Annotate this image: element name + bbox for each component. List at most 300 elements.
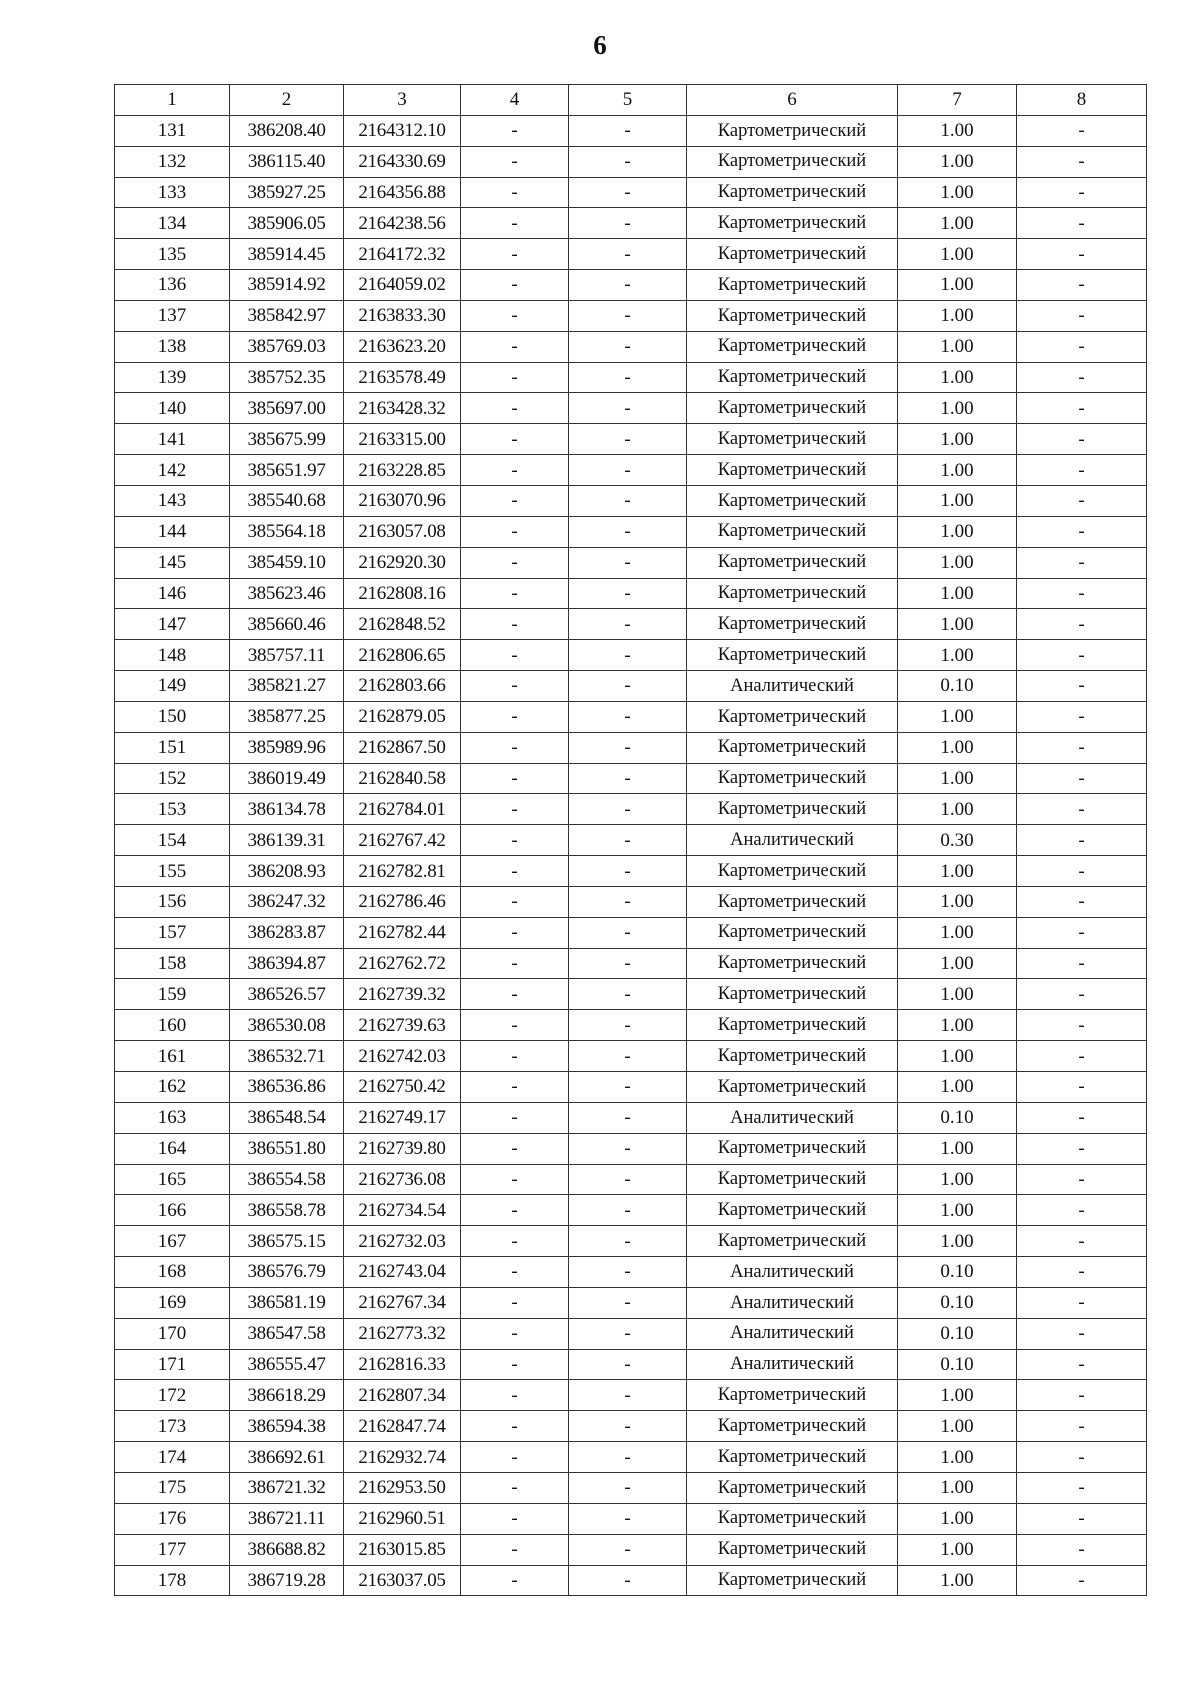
col8-cell: - [1017,177,1147,208]
method-cell: Аналитический [687,1257,898,1288]
x-coordinate-cell: 386581.19 [230,1287,344,1318]
point-number-cell: 159 [115,979,230,1010]
accuracy-cell: 1.00 [898,1442,1017,1473]
col8-cell: - [1017,1102,1147,1133]
accuracy-cell: 1.00 [898,886,1017,917]
method-cell: Картометрический [687,485,898,516]
column-header: 5 [569,85,687,116]
x-coordinate-cell: 385757.11 [230,640,344,671]
table-row [115,917,1147,948]
method-cell: Картометрический [687,115,898,146]
method-cell: Картометрический [687,1503,898,1534]
accuracy-cell: 1.00 [898,1072,1017,1103]
table-row [115,300,1147,331]
col4-cell: - [461,763,569,794]
col5-cell: - [569,115,687,146]
x-coordinate-cell: 385651.97 [230,455,344,486]
col4-cell: - [461,1226,569,1257]
x-coordinate-cell: 385660.46 [230,609,344,640]
x-coordinate-cell: 385675.99 [230,424,344,455]
method-cell: Картометрический [687,794,898,825]
x-coordinate-cell: 386208.93 [230,856,344,887]
col5-cell: - [569,640,687,671]
y-coordinate-cell: 2162840.58 [344,763,461,794]
y-coordinate-cell: 2163228.85 [344,455,461,486]
table-row [115,1164,1147,1195]
x-coordinate-cell: 386283.87 [230,917,344,948]
x-coordinate-cell: 386554.58 [230,1164,344,1195]
point-number-cell: 165 [115,1164,230,1195]
column-header: 7 [898,85,1017,116]
col5-cell: - [569,1226,687,1257]
method-cell: Картометрический [687,886,898,917]
y-coordinate-cell: 2164312.10 [344,115,461,146]
col4-cell: - [461,948,569,979]
point-number-cell: 160 [115,1010,230,1041]
method-cell: Картометрический [687,948,898,979]
accuracy-cell: 0.10 [898,1287,1017,1318]
table-row [115,1349,1147,1380]
y-coordinate-cell: 2162782.81 [344,856,461,887]
accuracy-cell: 0.10 [898,1349,1017,1380]
method-cell: Картометрический [687,1565,898,1596]
method-cell: Картометрический [687,979,898,1010]
y-coordinate-cell: 2164330.69 [344,146,461,177]
col5-cell: - [569,979,687,1010]
col8-cell: - [1017,1287,1147,1318]
col4-cell: - [461,1041,569,1072]
table-row [115,1257,1147,1288]
column-header: 2 [230,85,344,116]
accuracy-cell: 1.00 [898,393,1017,424]
table-row [115,115,1147,146]
col5-cell: - [569,1411,687,1442]
x-coordinate-cell: 386719.28 [230,1565,344,1596]
col4-cell: - [461,1133,569,1164]
accuracy-cell: 1.00 [898,1195,1017,1226]
col4-cell: - [461,1164,569,1195]
point-number-cell: 139 [115,362,230,393]
point-number-cell: 145 [115,547,230,578]
x-coordinate-cell: 385697.00 [230,393,344,424]
method-cell: Картометрический [687,146,898,177]
point-number-cell: 156 [115,886,230,917]
x-coordinate-cell: 385906.05 [230,208,344,239]
y-coordinate-cell: 2162773.32 [344,1318,461,1349]
method-cell: Картометрический [687,177,898,208]
point-number-cell: 148 [115,640,230,671]
col4-cell: - [461,1534,569,1565]
accuracy-cell: 1.00 [898,640,1017,671]
x-coordinate-cell: 385877.25 [230,701,344,732]
col4-cell: - [461,732,569,763]
col4-cell: - [461,300,569,331]
x-coordinate-cell: 385842.97 [230,300,344,331]
y-coordinate-cell: 2162932.74 [344,1442,461,1473]
col4-cell: - [461,671,569,702]
point-number-cell: 155 [115,856,230,887]
method-cell: Картометрический [687,516,898,547]
accuracy-cell: 1.00 [898,732,1017,763]
method-cell: Картометрический [687,640,898,671]
x-coordinate-cell: 385623.46 [230,578,344,609]
table-row [115,701,1147,732]
table-row [115,948,1147,979]
table-row [115,1380,1147,1411]
col8-cell: - [1017,1257,1147,1288]
x-coordinate-cell: 386721.11 [230,1503,344,1534]
y-coordinate-cell: 2163015.85 [344,1534,461,1565]
col5-cell: - [569,1349,687,1380]
method-cell: Картометрический [687,270,898,301]
col8-cell: - [1017,1195,1147,1226]
col8-cell: - [1017,1318,1147,1349]
col5-cell: - [569,547,687,578]
accuracy-cell: 1.00 [898,1503,1017,1534]
point-number-cell: 135 [115,239,230,270]
point-number-cell: 175 [115,1472,230,1503]
accuracy-cell: 1.00 [898,1565,1017,1596]
x-coordinate-cell: 385914.45 [230,239,344,270]
col4-cell: - [461,146,569,177]
y-coordinate-cell: 2163833.30 [344,300,461,331]
table-row [115,239,1147,270]
method-cell: Аналитический [687,1318,898,1349]
coordinates-table [114,84,1147,1596]
point-number-cell: 134 [115,208,230,239]
table-row [115,146,1147,177]
x-coordinate-cell: 385914.92 [230,270,344,301]
col5-cell: - [569,331,687,362]
y-coordinate-cell: 2162784.01 [344,794,461,825]
col5-cell: - [569,856,687,887]
col4-cell: - [461,701,569,732]
col5-cell: - [569,1102,687,1133]
point-number-cell: 163 [115,1102,230,1133]
col4-cell: - [461,1318,569,1349]
point-number-cell: 143 [115,485,230,516]
col5-cell: - [569,609,687,640]
col4-cell: - [461,794,569,825]
col4-cell: - [461,640,569,671]
x-coordinate-cell: 386134.78 [230,794,344,825]
accuracy-cell: 1.00 [898,1133,1017,1164]
accuracy-cell: 1.00 [898,794,1017,825]
accuracy-cell: 1.00 [898,1010,1017,1041]
table-row [115,1010,1147,1041]
method-cell: Картометрический [687,856,898,887]
point-number-cell: 152 [115,763,230,794]
col8-cell: - [1017,1010,1147,1041]
method-cell: Картометрический [687,1164,898,1195]
col4-cell: - [461,1287,569,1318]
method-cell: Картометрический [687,1442,898,1473]
col8-cell: - [1017,1349,1147,1380]
y-coordinate-cell: 2162920.30 [344,547,461,578]
table-row [115,1102,1147,1133]
col5-cell: - [569,1442,687,1473]
y-coordinate-cell: 2163578.49 [344,362,461,393]
method-cell: Картометрический [687,1411,898,1442]
method-cell: Картометрический [687,1133,898,1164]
col4-cell: - [461,239,569,270]
col5-cell: - [569,1072,687,1103]
point-number-cell: 176 [115,1503,230,1534]
point-number-cell: 168 [115,1257,230,1288]
x-coordinate-cell: 386139.31 [230,825,344,856]
y-coordinate-cell: 2162767.34 [344,1287,461,1318]
y-coordinate-cell: 2162848.52 [344,609,461,640]
y-coordinate-cell: 2162736.08 [344,1164,461,1195]
accuracy-cell: 0.10 [898,1102,1017,1133]
y-coordinate-cell: 2164172.32 [344,239,461,270]
col8-cell: - [1017,1072,1147,1103]
table-row [115,1072,1147,1103]
accuracy-cell: 1.00 [898,1411,1017,1442]
accuracy-cell: 1.00 [898,455,1017,486]
col8-cell: - [1017,671,1147,702]
x-coordinate-cell: 386526.57 [230,979,344,1010]
accuracy-cell: 1.00 [898,1041,1017,1072]
col4-cell: - [461,825,569,856]
col4-cell: - [461,1257,569,1288]
point-number-cell: 172 [115,1380,230,1411]
accuracy-cell: 1.00 [898,239,1017,270]
accuracy-cell: 1.00 [898,331,1017,362]
table-row [115,1195,1147,1226]
col4-cell: - [461,609,569,640]
accuracy-cell: 1.00 [898,763,1017,794]
col4-cell: - [461,424,569,455]
col5-cell: - [569,671,687,702]
point-number-cell: 133 [115,177,230,208]
page-number: 6 [593,30,607,60]
accuracy-cell: 1.00 [898,856,1017,887]
column-header: 8 [1017,85,1147,116]
y-coordinate-cell: 2162786.46 [344,886,461,917]
col5-cell: - [569,825,687,856]
accuracy-cell: 1.00 [898,948,1017,979]
col4-cell: - [461,886,569,917]
col8-cell: - [1017,115,1147,146]
col5-cell: - [569,701,687,732]
x-coordinate-cell: 386551.80 [230,1133,344,1164]
col5-cell: - [569,1257,687,1288]
table-row [115,671,1147,702]
col5-cell: - [569,239,687,270]
method-cell: Аналитический [687,825,898,856]
x-coordinate-cell: 386618.29 [230,1380,344,1411]
col8-cell: - [1017,1226,1147,1257]
table-row [115,1226,1147,1257]
x-coordinate-cell: 386575.15 [230,1226,344,1257]
point-number-cell: 162 [115,1072,230,1103]
table-row [115,485,1147,516]
col4-cell: - [461,516,569,547]
col5-cell: - [569,1380,687,1411]
col5-cell: - [569,1133,687,1164]
col5-cell: - [569,1164,687,1195]
col8-cell: - [1017,1534,1147,1565]
col8-cell: - [1017,547,1147,578]
col4-cell: - [461,455,569,486]
point-number-cell: 161 [115,1041,230,1072]
col8-cell: - [1017,516,1147,547]
col8-cell: - [1017,146,1147,177]
y-coordinate-cell: 2163315.00 [344,424,461,455]
accuracy-cell: 0.30 [898,825,1017,856]
col8-cell: - [1017,424,1147,455]
table-row [115,362,1147,393]
point-number-cell: 158 [115,948,230,979]
table-row [115,979,1147,1010]
point-number-cell: 144 [115,516,230,547]
col5-cell: - [569,424,687,455]
point-number-cell: 166 [115,1195,230,1226]
point-number-cell: 137 [115,300,230,331]
y-coordinate-cell: 2163037.05 [344,1565,461,1596]
table-body [115,115,1147,1596]
accuracy-cell: 1.00 [898,300,1017,331]
col4-cell: - [461,1565,569,1596]
col5-cell: - [569,1534,687,1565]
col8-cell: - [1017,1472,1147,1503]
table-row [115,1318,1147,1349]
column-header: 6 [687,85,898,116]
col8-cell: - [1017,763,1147,794]
y-coordinate-cell: 2162879.05 [344,701,461,732]
y-coordinate-cell: 2163070.96 [344,485,461,516]
col5-cell: - [569,208,687,239]
col4-cell: - [461,1072,569,1103]
table-row [115,1503,1147,1534]
y-coordinate-cell: 2162960.51 [344,1503,461,1534]
y-coordinate-cell: 2162803.66 [344,671,461,702]
method-cell: Картометрический [687,917,898,948]
method-cell: Картометрический [687,362,898,393]
y-coordinate-cell: 2162739.80 [344,1133,461,1164]
x-coordinate-cell: 386247.32 [230,886,344,917]
col4-cell: - [461,1349,569,1380]
table-row [115,886,1147,917]
point-number-cell: 147 [115,609,230,640]
col4-cell: - [461,208,569,239]
point-number-cell: 149 [115,671,230,702]
point-number-cell: 167 [115,1226,230,1257]
y-coordinate-cell: 2162743.04 [344,1257,461,1288]
table-row [115,331,1147,362]
col4-cell: - [461,1195,569,1226]
column-header: 4 [461,85,569,116]
col4-cell: - [461,1503,569,1534]
method-cell: Картометрический [687,239,898,270]
point-number-cell: 132 [115,146,230,177]
method-cell: Картометрический [687,609,898,640]
col4-cell: - [461,1010,569,1041]
accuracy-cell: 1.00 [898,1226,1017,1257]
x-coordinate-cell: 385989.96 [230,732,344,763]
accuracy-cell: 1.00 [898,146,1017,177]
point-number-cell: 140 [115,393,230,424]
point-number-cell: 138 [115,331,230,362]
col4-cell: - [461,856,569,887]
col5-cell: - [569,578,687,609]
method-cell: Картометрический [687,1195,898,1226]
col5-cell: - [569,455,687,486]
col8-cell: - [1017,1164,1147,1195]
table-row [115,177,1147,208]
x-coordinate-cell: 386555.47 [230,1349,344,1380]
accuracy-cell: 1.00 [898,547,1017,578]
y-coordinate-cell: 2162734.54 [344,1195,461,1226]
col5-cell: - [569,516,687,547]
x-coordinate-cell: 385540.68 [230,485,344,516]
y-coordinate-cell: 2163428.32 [344,393,461,424]
y-coordinate-cell: 2162867.50 [344,732,461,763]
point-number-cell: 153 [115,794,230,825]
x-coordinate-cell: 385769.03 [230,331,344,362]
point-number-cell: 154 [115,825,230,856]
table-row [115,732,1147,763]
table-row [115,1041,1147,1072]
point-number-cell: 164 [115,1133,230,1164]
y-coordinate-cell: 2162782.44 [344,917,461,948]
column-header: 3 [344,85,461,116]
table-row [115,640,1147,671]
col4-cell: - [461,578,569,609]
y-coordinate-cell: 2162749.17 [344,1102,461,1133]
method-cell: Картометрический [687,763,898,794]
col4-cell: - [461,393,569,424]
col5-cell: - [569,270,687,301]
x-coordinate-cell: 386576.79 [230,1257,344,1288]
method-cell: Картометрический [687,455,898,486]
col4-cell: - [461,1442,569,1473]
method-cell: Аналитический [687,1349,898,1380]
col8-cell: - [1017,208,1147,239]
point-number-cell: 150 [115,701,230,732]
point-number-cell: 173 [115,1411,230,1442]
accuracy-cell: 0.10 [898,671,1017,702]
accuracy-cell: 1.00 [898,177,1017,208]
col5-cell: - [569,362,687,393]
point-number-cell: 178 [115,1565,230,1596]
col5-cell: - [569,1565,687,1596]
col4-cell: - [461,270,569,301]
table-row [115,1411,1147,1442]
y-coordinate-cell: 2162739.63 [344,1010,461,1041]
col4-cell: - [461,485,569,516]
table-row [115,424,1147,455]
col5-cell: - [569,1195,687,1226]
col8-cell: - [1017,886,1147,917]
method-cell: Картометрический [687,1534,898,1565]
col8-cell: - [1017,1565,1147,1596]
col8-cell: - [1017,1380,1147,1411]
accuracy-cell: 1.00 [898,1534,1017,1565]
table-row [115,1565,1147,1596]
x-coordinate-cell: 385821.27 [230,671,344,702]
table-row [115,1472,1147,1503]
col8-cell: - [1017,270,1147,301]
accuracy-cell: 1.00 [898,1472,1017,1503]
accuracy-cell: 1.00 [898,578,1017,609]
col5-cell: - [569,146,687,177]
y-coordinate-cell: 2163057.08 [344,516,461,547]
accuracy-cell: 1.00 [898,270,1017,301]
col5-cell: - [569,300,687,331]
col8-cell: - [1017,1442,1147,1473]
